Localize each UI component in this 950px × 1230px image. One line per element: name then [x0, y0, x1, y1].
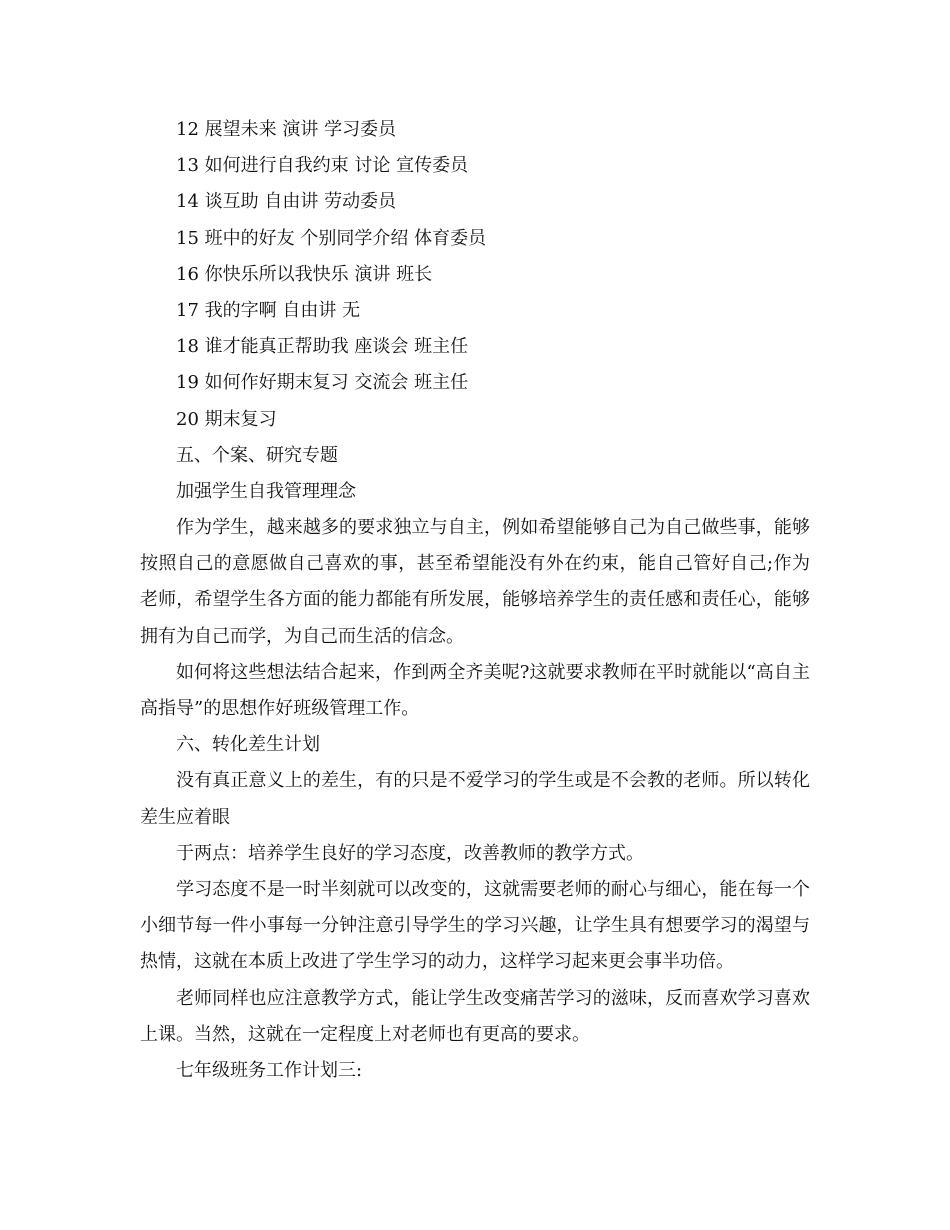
section-6-paragraph-4: 老师同样也应注意教学方式，能让学生改变痛苦学习的滋味，反而喜欢学习喜欢上课。当然，这就在一定程度上对老师也有更高的要求。 — [140, 987, 810, 1045]
section-6-paragraph-1: 没有真正意义上的差生，有的只是不爱学习的学生或是不会教的老师。所以转化差生应着眼 — [140, 770, 810, 828]
section-5-paragraph-1: 作为学生，越来越多的要求独立与自主，例如希望能够自己为自己做些事，能够按照自己的意愿做自己喜欢的事，甚至希望能没有外在约束，能自己管好自己;作为老师，希望学生各方面的能力都能有所发展，能够培养学生的责任感和责任心，能够拥有为自己而学，为自己而生活的信念。 — [140, 517, 810, 647]
section-5-paragraph-2: 如何将这些想法结合起来，作到两全齐美呢?这就要求教师在平时就能以“高自主 高指导”的思想作好班级管理工作。 — [140, 661, 810, 720]
schedule-item-17: 17 我的字啊 自由讲 无 — [176, 299, 361, 321]
section-6-paragraph-3: 学习态度不是一时半刻就可以改变的，这就需要老师的耐心与细心，能在每一个小细节每一件小事每一分钟注意引导学生的学习兴趣，让学生具有想要学习的渴望与热情，这就在本质上改进了学生学习的动力，这样学习起来更会事半功倍。 — [140, 879, 810, 973]
schedule-item-13: 13 如何进行自我约束 讨论 宣传委员 — [176, 155, 469, 177]
schedule-item-19: 19 如何作好期末复习 交流会 班主任 — [176, 372, 469, 394]
section-5-subheading: 加强学生自我管理理念 — [176, 480, 356, 502]
schedule-item-14: 14 谈互助 自由讲 劳动委员 — [176, 191, 397, 213]
section-6-heading: 六、转化差生计划 — [176, 734, 320, 756]
document-body — [140, 112, 810, 1089]
schedule-item-20: 20 期末复习 — [176, 408, 277, 430]
schedule-item-18: 18 谁才能真正帮助我 座谈会 班主任 — [176, 336, 469, 358]
schedule-item-16: 16 你快乐所以我快乐 演讲 班长 — [176, 263, 433, 285]
section-7-heading: 七年级班务工作计划三: — [176, 1060, 363, 1082]
schedule-item-15: 15 班中的好友 个别同学介绍 体育委员 — [176, 227, 487, 249]
section-6-paragraph-2: 于两点：培养学生良好的学习态度，改善教师的教学方式。 — [176, 842, 644, 864]
schedule-item-12: 12 展望未来 演讲 学习委员 — [176, 119, 397, 140]
section-5-heading: 五、个案、研究专题 — [176, 444, 338, 466]
